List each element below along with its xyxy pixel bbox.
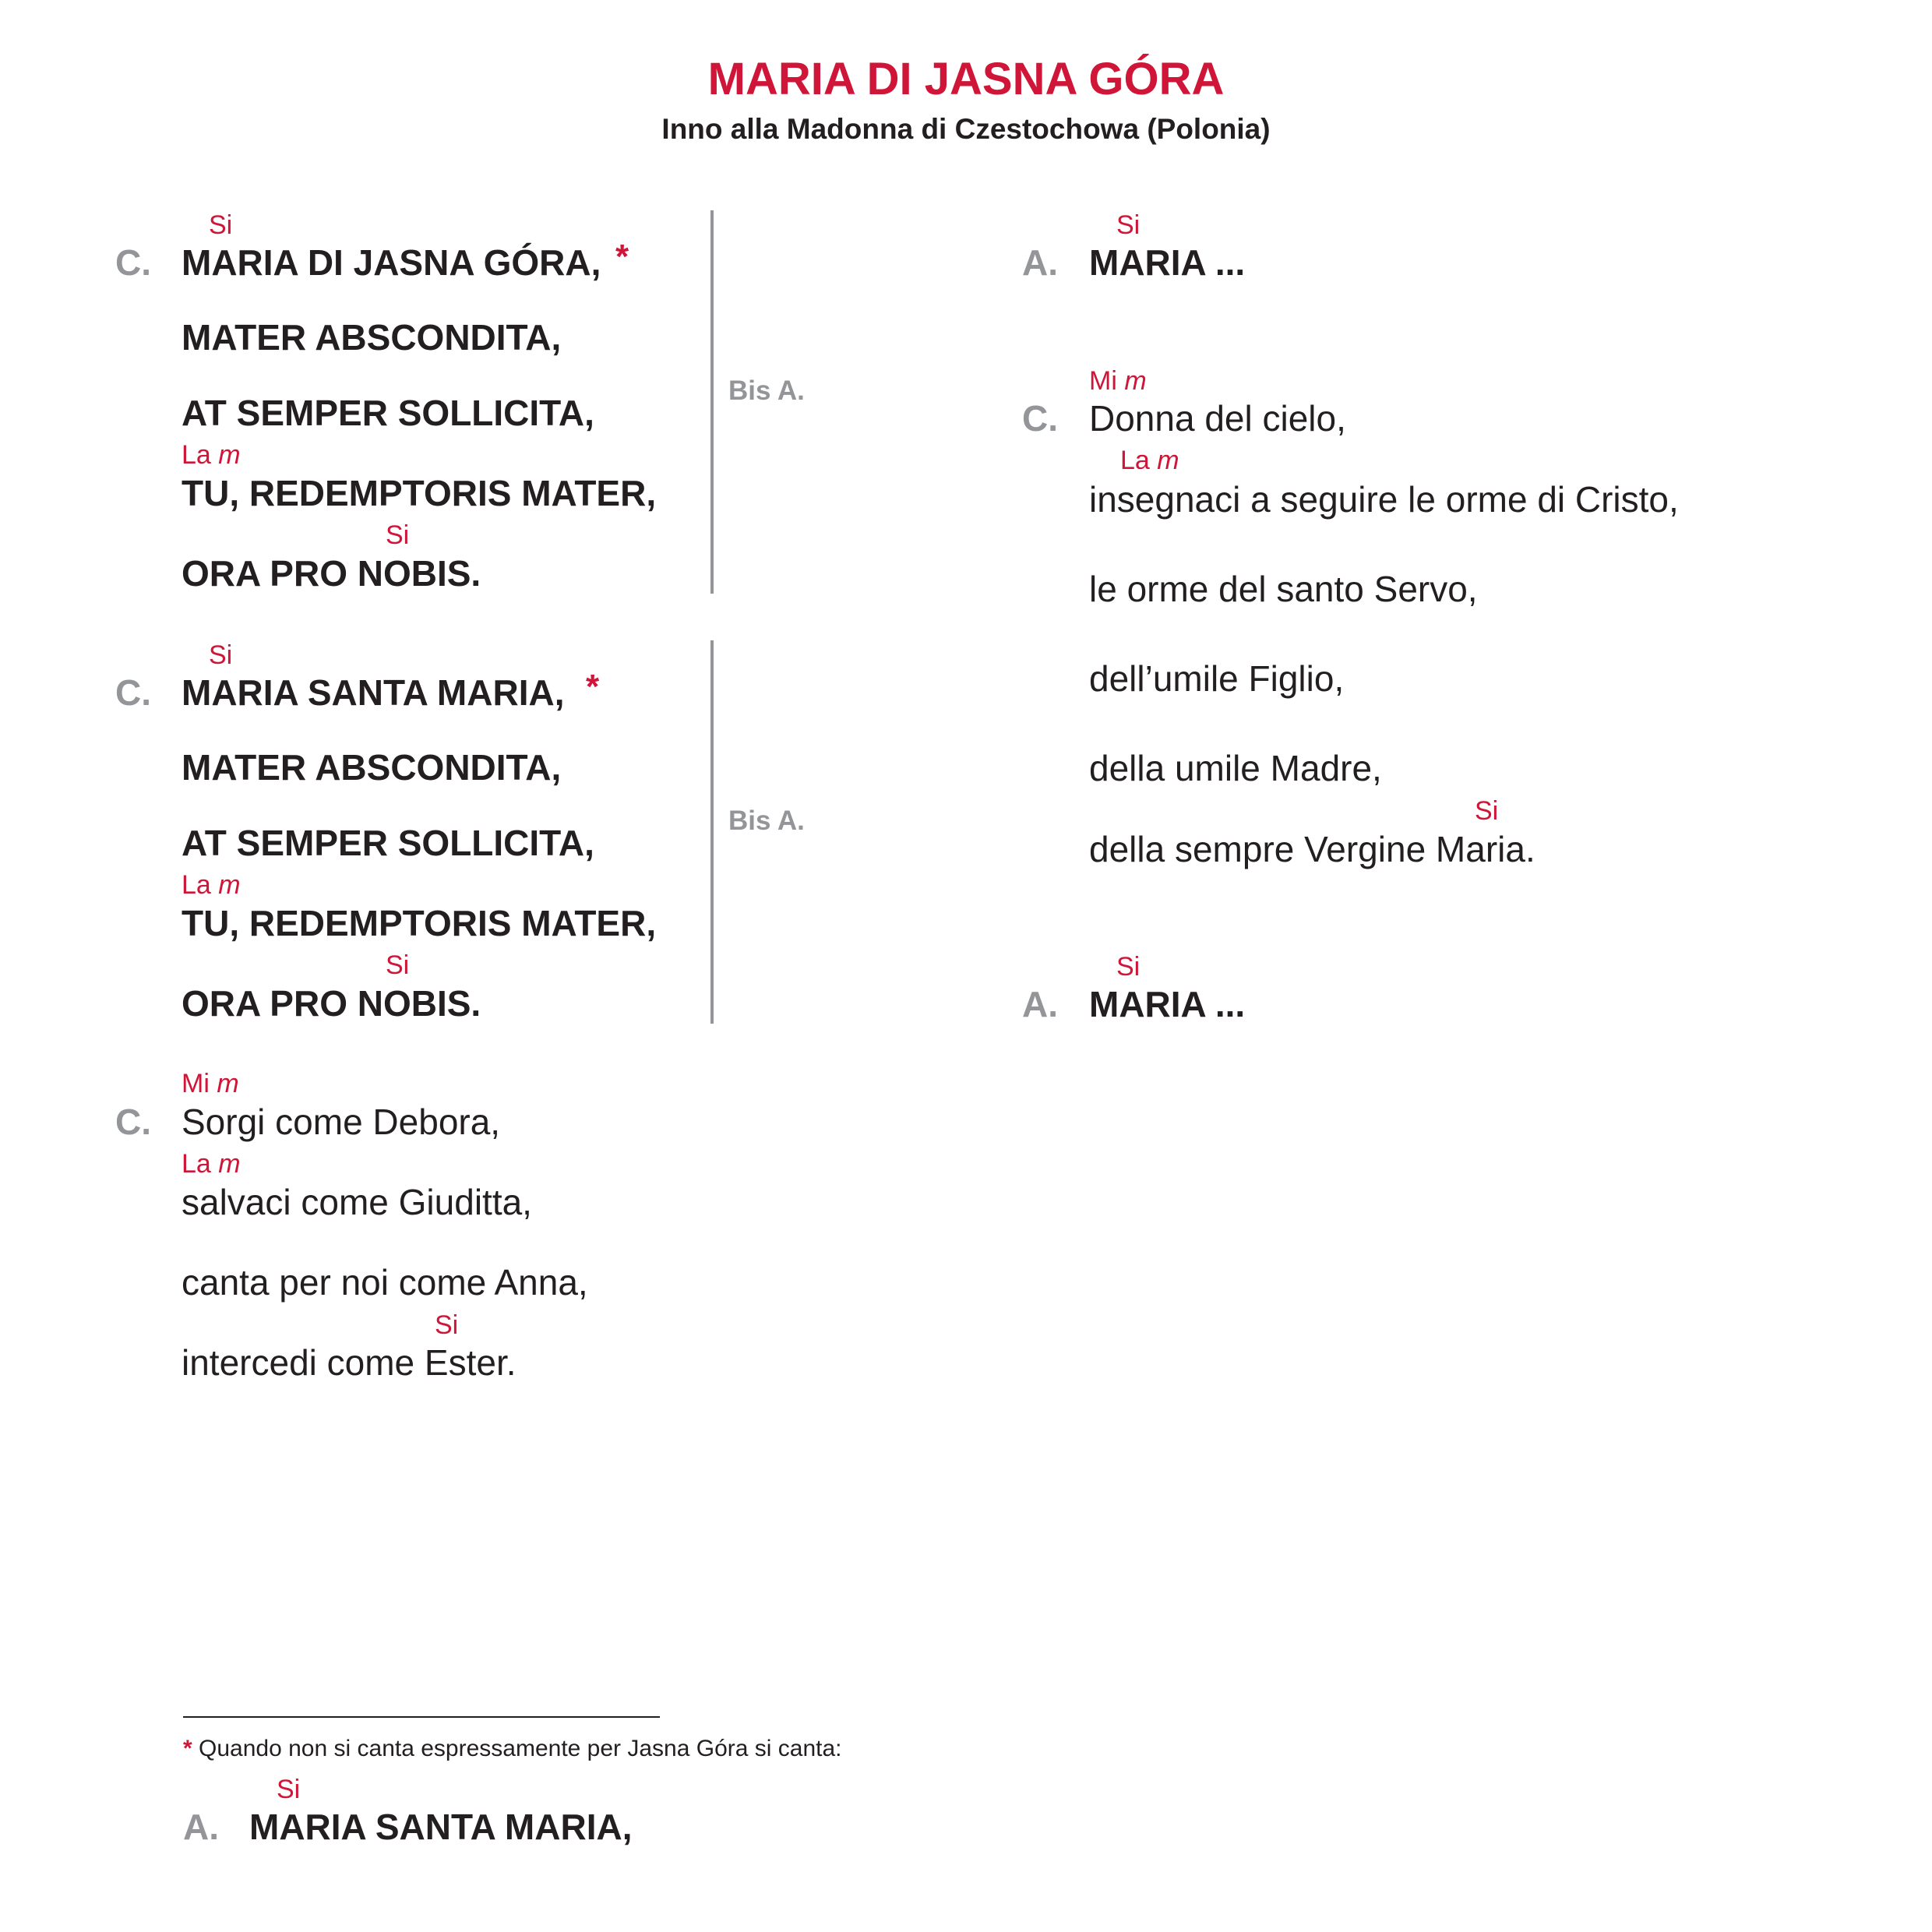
- lyric-line: canta per noi come Anna,: [182, 1262, 588, 1303]
- chord: Si: [277, 1775, 301, 1804]
- footnote-star: *: [586, 668, 600, 706]
- lyric-line: MATER ABSCONDITA,: [182, 317, 562, 358]
- role-label: C.: [115, 1102, 151, 1142]
- chord: Si: [386, 520, 410, 550]
- lyric-line: Donna del cielo,: [1089, 398, 1346, 439]
- lyric-line: AT SEMPER SOLLICITA,: [182, 393, 594, 433]
- lyric-line: MATER ABSCONDITA,: [182, 747, 562, 788]
- bis-bracket-line: [710, 640, 714, 1024]
- bis-label: Bis A.: [728, 806, 805, 836]
- bis-label: Bis A.: [728, 375, 805, 406]
- chord: Si: [209, 210, 233, 240]
- song-subtitle: Inno alla Madonna di Czestochowa (Polonia): [661, 113, 1271, 145]
- bis-bracket-line: [710, 210, 714, 594]
- lyric-line: Sorgi come Debora,: [182, 1102, 501, 1142]
- lyric-line: MARIA SANTA MARIA,: [182, 672, 565, 713]
- role-label: C.: [1022, 398, 1058, 439]
- lyric-line: ORA PRO NOBIS.: [182, 553, 481, 594]
- chord: Mi m: [1089, 366, 1147, 396]
- role-label: C.: [115, 672, 151, 713]
- lyric-line: TU, REDEMPTORIS MATER,: [182, 473, 657, 513]
- lyric-line: insegnaci a seguire le orme di Cristo,: [1089, 479, 1679, 520]
- role-label: C.: [115, 242, 151, 283]
- role-label: A.: [1022, 984, 1058, 1024]
- chord: Mi m: [182, 1069, 239, 1098]
- lyric-line: AT SEMPER SOLLICITA,: [182, 823, 594, 863]
- chord: Si: [1116, 952, 1141, 982]
- lyric-line: della umile Madre,: [1089, 748, 1382, 788]
- chord: La m: [1120, 446, 1179, 475]
- lyric-line: ORA PRO NOBIS.: [182, 983, 481, 1024]
- chord: Si: [1116, 210, 1141, 240]
- footnote-text: * Quando non si canta espressamente per Jasna Góra si canta:: [183, 1736, 842, 1761]
- lyric-line: MARIA ...: [1089, 984, 1246, 1024]
- lyric-line: dell’umile Figlio,: [1089, 658, 1345, 699]
- lyric-line: le orme del santo Servo,: [1089, 569, 1478, 609]
- role-label: A.: [183, 1807, 219, 1847]
- song-title: MARIA DI JASNA GÓRA: [707, 54, 1225, 104]
- chord: La m: [182, 440, 241, 470]
- chord: La m: [182, 1149, 241, 1179]
- chord: Si: [386, 950, 410, 980]
- chord: Si: [209, 640, 233, 670]
- lyric-line: MARIA DI JASNA GÓRA,: [182, 242, 601, 283]
- lyric-line: salvaci come Giuditta,: [182, 1182, 532, 1222]
- lyric-line: intercedi come Ester.: [182, 1342, 516, 1383]
- lyric-line: MARIA SANTA MARIA,: [249, 1807, 633, 1847]
- footnote-star: *: [615, 238, 629, 276]
- role-label: A.: [1022, 242, 1058, 283]
- lyric-line: TU, REDEMPTORIS MATER,: [182, 903, 657, 943]
- chord: Si: [1475, 796, 1499, 826]
- chord: Si: [435, 1310, 459, 1340]
- lyric-line: MARIA ...: [1089, 242, 1246, 283]
- chord: La m: [182, 870, 241, 900]
- footnote-divider: [183, 1716, 660, 1718]
- lyric-line: della sempre Vergine Maria.: [1089, 829, 1535, 869]
